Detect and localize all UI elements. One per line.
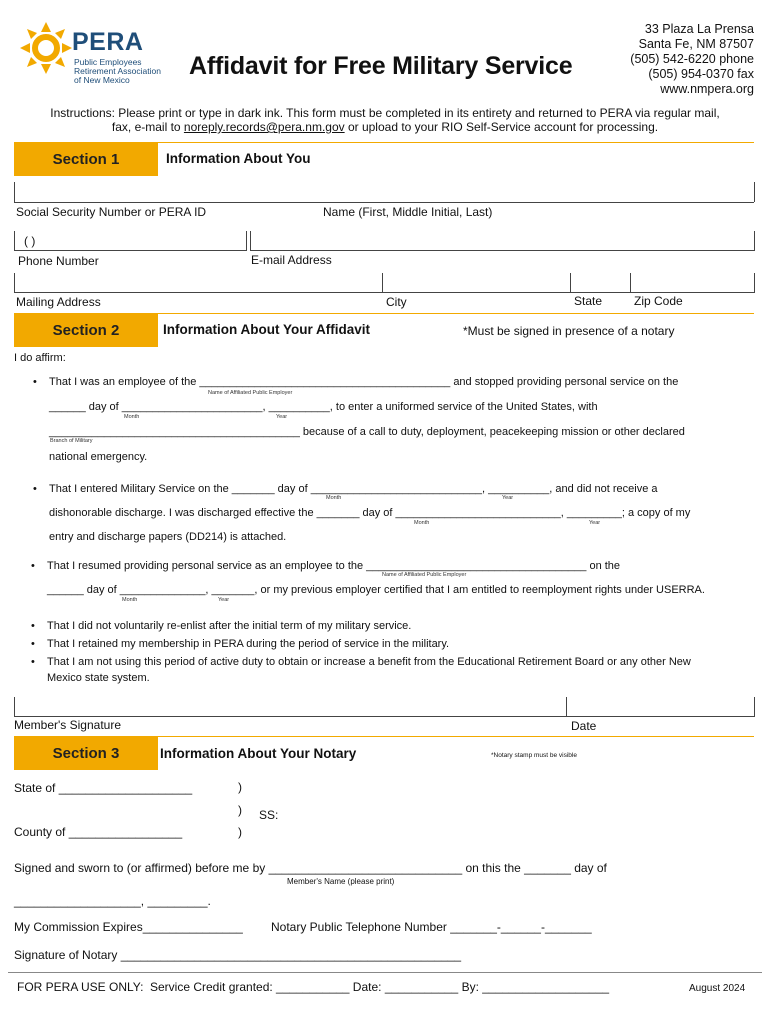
member-signature-label: Member's Signature [14,718,122,732]
section-2-heading: Information About Your Affidavit [163,322,370,337]
affirm-entered-line: • That I entered Military Service on the _______ day of ____________________________, __________, and did not receive a [49,483,658,495]
affirm-reenlist: • That I did not voluntarily re-enlist after the initial term of my military service. [47,620,411,632]
email-label: E-mail Address [251,253,332,267]
affirm-text: and stopped providing personal service on the [453,376,679,388]
affirm-intro: I do affirm: [14,352,66,364]
notary-requirement-note: *Must be signed in presence of a notary [463,324,675,338]
notary-phone-field[interactable]: Notary Public Telephone Number _______-______-_______ [271,920,592,934]
sun-logo-icon [18,20,74,76]
name-label: Name (First, Middle Initial, Last) [323,205,493,219]
year-caption: Year [502,495,514,501]
affirm-date-line: ______ day of _______________________, __________, to enter a uniformed service of the United States, with [49,401,598,413]
notary-stamp-note: *Notary stamp must be visible [491,752,577,759]
notary-signature-field[interactable]: Signature of Notary ___________________________________________________ [14,948,462,962]
notary-paren: ) [238,803,242,817]
phone-area-code: ( ) [24,234,36,248]
affirm-userra-line: ______ day of ______________, _______, or my previous employer certified that I am entitled to reemployment rights under USERRA. [47,584,705,596]
year-caption: Year [589,520,601,526]
mailing-address-label: Mailing Address [16,295,101,309]
employer-caption: Name of Affiliated Public Employer [208,390,293,396]
email-field-line[interactable] [250,250,754,251]
notary-paren: ) [238,780,242,794]
service-credit-fields[interactable]: Service Credit granted: ___________ Date: ___________ By: ___________________ [150,980,610,994]
logo-sub-line: Retirement Association [74,66,161,76]
affirm-branch-line: _________________________________________ because of a call to duty, deployment, peacekeeping mission or other declared [49,426,685,438]
notary-state-field[interactable]: State of ____________________ [14,781,193,795]
notary-county-field[interactable]: County of _________________ [14,825,183,839]
state-label: State [574,294,603,308]
affirm-dd214-line: entry and discharge papers (DD214) is attached. [49,531,287,543]
section-3-heading: Information About Your Notary [160,746,357,761]
month-caption: Month [414,520,430,526]
instructions-text: fax, e-mail to [111,120,184,134]
sworn-date-field[interactable]: ___________________, _________. [14,894,211,908]
notary-paren: ) [238,825,242,839]
instructions-line: Instructions: Please print or type in dark ink. This form must be completed in its entirety and returned to PERA via regular mail, [50,106,720,120]
signature-date-label: Date [571,719,597,733]
employer-caption: Name of Affiliated Public Employer [382,572,467,578]
city-label: City [386,295,407,309]
address-website[interactable]: www.nmpera.org [660,82,754,96]
affirm-no-other-benefit: • That I am not using this period of active duty to obtain or increase a benefit from the Educational Retirement Board or any other New [47,656,691,668]
section-3-tab: Section 3 [14,736,158,770]
affirm-discharge-line: dishonorable discharge. I was discharged effective the _______ day of ___________________________, _________; a copy of my [49,507,691,519]
address-phone: (505) 542-6220 phone [630,52,754,66]
instructions [0,106,770,134]
address-line: 33 Plaza La Prensa [644,22,754,36]
ssn-label: Social Security Number or PERA ID [16,205,207,219]
member-name-caption: Member's Name (please print) [287,877,395,886]
records-email-link[interactable]: noreply.records@pera.nm.gov [183,120,345,134]
month-caption: Month [122,597,138,603]
affirm-emergency-line: national emergency. [49,451,148,463]
revision-date: August 2024 [689,983,746,994]
notary-ss: SS: [259,808,279,822]
affirm-membership: • That I retained my membership in PERA during the period of service in the military. [47,638,449,650]
sworn-statement[interactable]: Signed and sworn to (or affirmed) before me by _____________________________ on this the _______ day of [14,861,607,875]
ssn-name-field-line[interactable] [14,202,754,203]
instructions-text: or upload to your RIO Self-Service account for processing. [344,120,659,134]
section-1-tab: Section 1 [14,142,158,176]
affirm-no-other-benefit-cont: Mexico state system. [47,672,150,684]
address-fax: (505) 954-0370 fax [648,67,754,81]
phone-field-line[interactable] [14,250,246,251]
month-caption: Month [124,414,140,420]
pera-logo [18,18,178,94]
section-1-heading: Information About You [166,151,311,166]
logo-sub-line: of New Mexico [74,75,130,85]
instructions-line [0,120,770,134]
address-line: Santa Fe, NM 87507 [638,37,754,51]
affirm-resumed-line: • That I resumed providing personal service as an employee to the ____________________________________ on the [47,560,620,572]
member-signature-line[interactable] [14,716,754,717]
year-caption: Year [218,597,230,603]
logo-sub-line: Public Employees [74,57,142,67]
zip-label: Zip Code [634,294,683,308]
year-caption: Year [276,414,288,420]
affirm-text: That I was an employee of the _________________________________________ [49,376,454,388]
affirm-employee-line [49,376,678,388]
phone-label: Phone Number [18,254,99,268]
month-caption: Month [326,495,342,501]
address-field-line[interactable] [14,292,754,293]
pera-address [630,22,754,97]
page-title: Affidavit for Free Military Service [189,52,573,80]
pera-use-only-label: FOR PERA USE ONLY: [17,980,144,994]
commission-expires-field[interactable]: My Commission Expires_______________ [14,920,243,934]
section-2-tab: Section 2 [14,313,158,347]
logo-wordmark: PERA [72,28,144,56]
branch-caption: Branch of Military [50,438,93,444]
